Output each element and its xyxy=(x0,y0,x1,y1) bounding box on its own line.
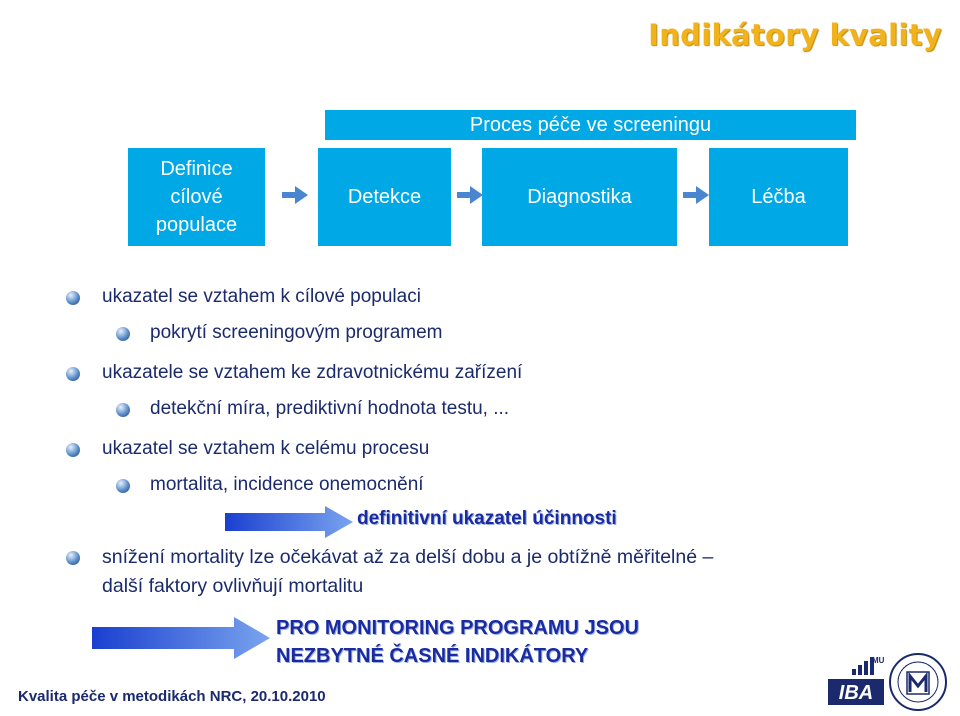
footer-text: Kvalita péče v metodikách NRC, 20.10.2010 xyxy=(18,688,326,705)
bullet-item: ukazatele se vztahem ke zdravotnickému zařízení xyxy=(102,362,523,383)
step-lecba-box: Léčba xyxy=(709,148,848,246)
process-header-box: Proces péče ve screeningu xyxy=(325,110,856,140)
callout-early-indicators-line-2: NEZBYTNÉ ČASNÉ INDIKÁTORY xyxy=(276,645,589,667)
definice-box xyxy=(128,148,265,246)
callout-arrow-icon xyxy=(225,505,353,539)
bullet-icon xyxy=(116,403,130,417)
slide-title: Indikátory kvality xyxy=(648,18,942,52)
arrow-right-icon xyxy=(683,185,709,205)
conclusion-line-2: další faktory ovlivňují mortalitu xyxy=(102,575,364,597)
bullet-icon xyxy=(66,291,80,305)
callout-definitive-indicator: definitivní ukazatel účinnosti xyxy=(357,508,617,529)
bullet-icon xyxy=(66,443,80,457)
bullet-icon xyxy=(116,479,130,493)
definice-label: Definice cílové populace xyxy=(155,158,238,236)
mu-label: MU xyxy=(872,656,884,665)
bullet-icon xyxy=(66,367,80,381)
step-detekce-box: Detekce xyxy=(318,148,451,246)
callout-arrow-icon xyxy=(92,616,270,660)
mu-university-seal-icon xyxy=(888,652,948,712)
arrow-right-icon xyxy=(457,185,483,205)
iba-logo xyxy=(828,655,884,711)
callout-early-indicators-line-1: PRO MONITORING PROGRAMU JSOU xyxy=(276,617,639,639)
arrow-right-icon xyxy=(282,185,308,205)
step-diagnostika-box: Diagnostika xyxy=(482,148,677,246)
bullet-subitem: pokrytí screeningovým programem xyxy=(150,322,443,343)
bullet-subitem: mortalita, incidence onemocnění xyxy=(150,474,424,495)
bullet-subitem: detekční míra, prediktivní hodnota testu, ... xyxy=(150,398,510,419)
iba-label: IBA xyxy=(838,682,874,704)
bullet-item: ukazatel se vztahem k cílové populaci xyxy=(102,286,421,307)
bullet-item: ukazatel se vztahem k celému procesu xyxy=(102,438,430,459)
bullet-icon xyxy=(66,551,80,565)
bullet-icon xyxy=(116,327,130,341)
conclusion-line-1: snížení mortality lze očekávat až za delší dobu a je obtížně měřitelné – xyxy=(102,546,714,568)
